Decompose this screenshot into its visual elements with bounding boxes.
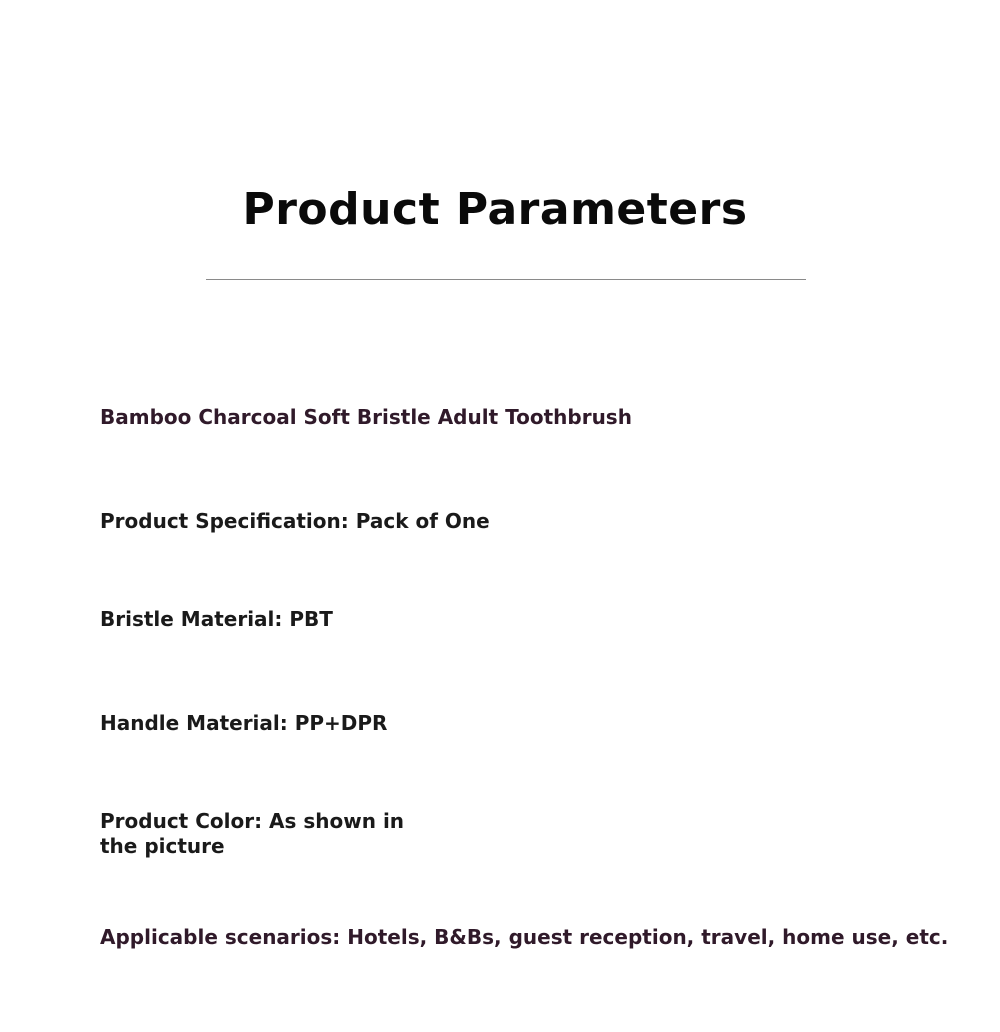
param-specification: Product Specification: Pack of One [100, 509, 490, 533]
page-title: Product Parameters [242, 184, 748, 235]
title-divider [206, 279, 806, 280]
param-product-color: Product Color: As shown in the picture [100, 809, 405, 858]
param-applicable-scenarios: Applicable scenarios: Hotels, B&Bs, guest reception, travel, home use, etc. [100, 925, 949, 949]
param-product-name: Bamboo Charcoal Soft Bristle Adult Toothbrush [100, 405, 632, 429]
param-handle-material: Handle Material: PP+DPR [100, 711, 388, 735]
param-bristle-material: Bristle Material: PBT [100, 607, 333, 631]
